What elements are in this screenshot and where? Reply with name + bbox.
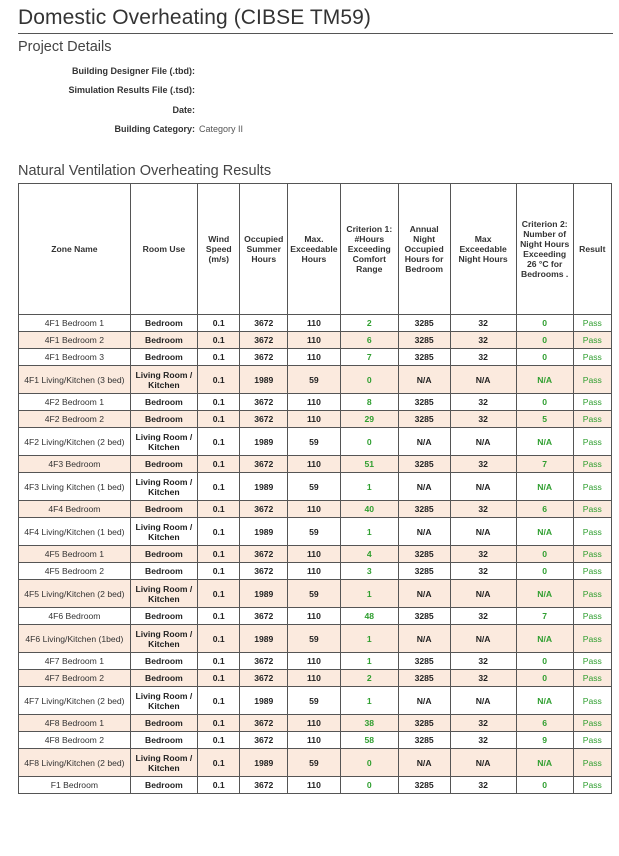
night-hours-cell: 3285 [398,732,450,749]
room-use-cell: Living Room / Kitchen [130,366,197,394]
max-exceedable-cell: 110 [288,411,341,428]
zone-name-cell: 4F6 Bedroom [19,608,131,625]
project-field-value [199,100,243,120]
night-hours-cell: N/A [398,580,450,608]
wind-speed-cell: 0.1 [198,366,240,394]
max-exceedable-cell: 110 [288,546,341,563]
occupied-hours-cell: 3672 [240,715,288,732]
column-header-criterion-1: Criterion 1: #Hours Exceeding Comfort Range [340,184,398,315]
table-row [19,349,612,366]
max-exceedable-cell: 59 [288,428,341,456]
project-field-row [18,81,243,101]
result-cell: Pass [573,411,611,428]
criterion-1-cell: 29 [340,411,398,428]
max-night-cell: 32 [450,546,516,563]
project-details-table [18,61,243,139]
max-exceedable-cell: 110 [288,394,341,411]
project-field-row [18,61,243,81]
criterion-2-cell: 0 [516,653,573,670]
max-exceedable-cell: 59 [288,518,341,546]
column-header-criterion-2: Criterion 2: Number of Night Hours Exceeding 26 °C for Bedrooms . [516,184,573,315]
header-row [19,184,612,315]
column-header-wind-speed: Wind Speed (m/s) [198,184,240,315]
occupied-hours-cell: 3672 [240,732,288,749]
max-exceedable-cell: 59 [288,473,341,501]
room-use-cell: Bedroom [130,715,197,732]
criterion-2-cell: 0 [516,394,573,411]
criterion-2-cell: 0 [516,546,573,563]
wind-speed-cell: 0.1 [198,653,240,670]
wind-speed-cell: 0.1 [198,749,240,777]
occupied-hours-cell: 1989 [240,687,288,715]
criterion-1-cell: 40 [340,501,398,518]
column-header-night-hours: Annual Night Occupied Hours for Bedroom [398,184,450,315]
occupied-hours-cell: 3672 [240,332,288,349]
result-cell: Pass [573,518,611,546]
occupied-hours-cell: 3672 [240,777,288,794]
zone-name-cell: 4F1 Bedroom 1 [19,315,131,332]
criterion-1-cell: 51 [340,456,398,473]
result-cell: Pass [573,670,611,687]
room-use-cell: Bedroom [130,563,197,580]
max-night-cell: 32 [450,501,516,518]
max-exceedable-cell: 110 [288,670,341,687]
night-hours-cell: N/A [398,749,450,777]
night-hours-cell: N/A [398,518,450,546]
max-exceedable-cell: 110 [288,563,341,580]
result-cell: Pass [573,501,611,518]
night-hours-cell: 3285 [398,546,450,563]
night-hours-cell: N/A [398,428,450,456]
criterion-2-cell: 0 [516,315,573,332]
room-use-cell: Bedroom [130,546,197,563]
max-night-cell: N/A [450,428,516,456]
room-use-cell: Living Room / Kitchen [130,473,197,501]
night-hours-cell: N/A [398,687,450,715]
max-night-cell: 32 [450,411,516,428]
max-exceedable-cell: 59 [288,625,341,653]
criterion-2-cell: N/A [516,366,573,394]
criterion-1-cell: 0 [340,749,398,777]
max-exceedable-cell: 110 [288,653,341,670]
zone-name-cell: 4F3 Living Kitchen (1 bed) [19,473,131,501]
room-use-cell: Bedroom [130,315,197,332]
criterion-1-cell: 0 [340,366,398,394]
room-use-cell: Bedroom [130,653,197,670]
result-cell: Pass [573,456,611,473]
night-hours-cell: 3285 [398,608,450,625]
occupied-hours-cell: 3672 [240,394,288,411]
occupied-hours-cell: 3672 [240,411,288,428]
result-cell: Pass [573,732,611,749]
criterion-1-cell: 1 [340,625,398,653]
night-hours-cell: 3285 [398,456,450,473]
wind-speed-cell: 0.1 [198,687,240,715]
max-exceedable-cell: 110 [288,715,341,732]
criterion-1-cell: 1 [340,580,398,608]
max-night-cell: N/A [450,749,516,777]
criterion-1-cell: 48 [340,608,398,625]
max-night-cell: 32 [450,653,516,670]
night-hours-cell: 3285 [398,653,450,670]
night-hours-cell: 3285 [398,563,450,580]
result-cell: Pass [573,563,611,580]
max-night-cell: N/A [450,518,516,546]
table-row [19,608,612,625]
zone-name-cell: 4F5 Bedroom 2 [19,563,131,580]
max-night-cell: 32 [450,332,516,349]
max-night-cell: 32 [450,315,516,332]
criterion-2-cell: 0 [516,777,573,794]
criterion-1-cell: 7 [340,349,398,366]
column-header-result: Result [573,184,611,315]
max-night-cell: N/A [450,366,516,394]
zone-name-cell: 4F2 Living/Kitchen (2 bed) [19,428,131,456]
project-field-label: Simulation Results File (.tsd): [68,85,195,96]
criterion-1-cell: 6 [340,332,398,349]
wind-speed-cell: 0.1 [198,580,240,608]
max-exceedable-cell: 59 [288,366,341,394]
criterion-2-cell: 5 [516,411,573,428]
criterion-2-cell: 0 [516,332,573,349]
table-row [19,332,612,349]
wind-speed-cell: 0.1 [198,473,240,501]
result-cell: Pass [573,608,611,625]
criterion-1-cell: 38 [340,715,398,732]
room-use-cell: Bedroom [130,670,197,687]
zone-name-cell: 4F2 Bedroom 1 [19,394,131,411]
criterion-2-cell: N/A [516,518,573,546]
wind-speed-cell: 0.1 [198,777,240,794]
occupied-hours-cell: 3672 [240,546,288,563]
max-exceedable-cell: 110 [288,501,341,518]
result-cell: Pass [573,687,611,715]
criterion-2-cell: N/A [516,749,573,777]
room-use-cell: Bedroom [130,332,197,349]
result-cell: Pass [573,546,611,563]
wind-speed-cell: 0.1 [198,349,240,366]
occupied-hours-cell: 3672 [240,670,288,687]
max-exceedable-cell: 110 [288,608,341,625]
night-hours-cell: 3285 [398,501,450,518]
column-header-max-exceedable: Max. Exceedable Hours [288,184,341,315]
zone-name-cell: 4F8 Bedroom 2 [19,732,131,749]
occupied-hours-cell: 1989 [240,580,288,608]
criterion-1-cell: 58 [340,732,398,749]
night-hours-cell: N/A [398,625,450,653]
table-row [19,501,612,518]
max-exceedable-cell: 110 [288,332,341,349]
night-hours-cell: 3285 [398,332,450,349]
result-cell: Pass [573,653,611,670]
criterion-2-cell: 6 [516,715,573,732]
project-details-heading: Project Details [18,39,112,55]
night-hours-cell: 3285 [398,777,450,794]
wind-speed-cell: 0.1 [198,608,240,625]
night-hours-cell: 3285 [398,715,450,732]
column-header-max-night: Max Exceedable Night Hours [450,184,516,315]
max-night-cell: N/A [450,580,516,608]
result-cell: Pass [573,332,611,349]
criterion-2-cell: N/A [516,473,573,501]
criterion-1-cell: 0 [340,777,398,794]
zone-name-cell: 4F7 Bedroom 2 [19,670,131,687]
table-row [19,653,612,670]
result-cell: Pass [573,315,611,332]
zone-name-cell: 4F4 Bedroom [19,501,131,518]
criterion-1-cell: 0 [340,428,398,456]
wind-speed-cell: 0.1 [198,625,240,653]
max-night-cell: 32 [450,456,516,473]
table-row [19,777,612,794]
result-cell: Pass [573,749,611,777]
wind-speed-cell: 0.1 [198,394,240,411]
wind-speed-cell: 0.1 [198,518,240,546]
table-row [19,625,612,653]
result-cell: Pass [573,394,611,411]
occupied-hours-cell: 3672 [240,501,288,518]
criterion-1-cell: 2 [340,315,398,332]
zone-name-cell: 4F1 Living/Kitchen (3 bed) [19,366,131,394]
criterion-2-cell: 6 [516,501,573,518]
max-exceedable-cell: 110 [288,315,341,332]
project-field-value [199,61,243,81]
zone-name-cell: 4F4 Living/Kitchen (1 bed) [19,518,131,546]
table-row [19,563,612,580]
max-exceedable-cell: 110 [288,732,341,749]
max-exceedable-cell: 110 [288,456,341,473]
criterion-2-cell: N/A [516,580,573,608]
wind-speed-cell: 0.1 [198,670,240,687]
project-field-label: Building Category: [114,124,195,135]
zone-name-cell: 4F1 Bedroom 2 [19,332,131,349]
max-night-cell: N/A [450,473,516,501]
criterion-2-cell: 7 [516,608,573,625]
occupied-hours-cell: 1989 [240,625,288,653]
zone-name-cell: 4F8 Living/Kitchen (2 bed) [19,749,131,777]
table-row [19,456,612,473]
max-night-cell: 32 [450,715,516,732]
criterion-2-cell: 9 [516,732,573,749]
column-header-zone-name: Zone Name [19,184,131,315]
wind-speed-cell: 0.1 [198,428,240,456]
criterion-1-cell: 1 [340,518,398,546]
criterion-1-cell: 1 [340,687,398,715]
results-heading: Natural Ventilation Overheating Results [18,163,272,179]
column-header-occupied-hours: Occupied Summer Hours [240,184,288,315]
project-field-label: Date: [172,104,195,115]
zone-name-cell: 4F8 Bedroom 1 [19,715,131,732]
room-use-cell: Living Room / Kitchen [130,428,197,456]
zone-name-cell: 4F7 Bedroom 1 [19,653,131,670]
wind-speed-cell: 0.1 [198,732,240,749]
room-use-cell: Bedroom [130,411,197,428]
room-use-cell: Living Room / Kitchen [130,749,197,777]
max-exceedable-cell: 110 [288,777,341,794]
result-cell: Pass [573,366,611,394]
night-hours-cell: 3285 [398,315,450,332]
zone-name-cell: 4F7 Living/Kitchen (2 bed) [19,687,131,715]
room-use-cell: Bedroom [130,608,197,625]
table-row [19,580,612,608]
result-cell: Pass [573,473,611,501]
room-use-cell: Bedroom [130,501,197,518]
occupied-hours-cell: 1989 [240,473,288,501]
max-exceedable-cell: 59 [288,580,341,608]
room-use-cell: Living Room / Kitchen [130,687,197,715]
occupied-hours-cell: 3672 [240,456,288,473]
max-night-cell: 32 [450,777,516,794]
max-night-cell: N/A [450,687,516,715]
project-field-label: Building Designer File (.tbd): [72,65,195,76]
night-hours-cell: N/A [398,366,450,394]
max-exceedable-cell: 110 [288,349,341,366]
table-row [19,546,612,563]
criterion-2-cell: N/A [516,428,573,456]
occupied-hours-cell: 3672 [240,315,288,332]
table-row [19,670,612,687]
table-row [19,315,612,332]
max-night-cell: 32 [450,670,516,687]
max-exceedable-cell: 59 [288,749,341,777]
table-row [19,473,612,501]
results-table [18,183,612,794]
wind-speed-cell: 0.1 [198,501,240,518]
criterion-1-cell: 3 [340,563,398,580]
zone-name-cell: 4F5 Bedroom 1 [19,546,131,563]
criterion-2-cell: 0 [516,349,573,366]
occupied-hours-cell: 3672 [240,653,288,670]
night-hours-cell: 3285 [398,411,450,428]
occupied-hours-cell: 1989 [240,428,288,456]
zone-name-cell: 4F1 Bedroom 3 [19,349,131,366]
night-hours-cell: N/A [398,473,450,501]
occupied-hours-cell: 3672 [240,563,288,580]
criterion-1-cell: 8 [340,394,398,411]
result-cell: Pass [573,625,611,653]
room-use-cell: Bedroom [130,349,197,366]
project-field-row [18,100,243,120]
table-row [19,518,612,546]
max-night-cell: 32 [450,349,516,366]
max-night-cell: 32 [450,732,516,749]
room-use-cell: Living Room / Kitchen [130,580,197,608]
table-row [19,366,612,394]
wind-speed-cell: 0.1 [198,456,240,473]
zone-name-cell: 4F5 Living/Kitchen (2 bed) [19,580,131,608]
result-cell: Pass [573,349,611,366]
occupied-hours-cell: 1989 [240,366,288,394]
table-row [19,394,612,411]
table-row [19,411,612,428]
criterion-1-cell: 1 [340,473,398,501]
zone-name-cell: 4F6 Living/Kitchen (1bed) [19,625,131,653]
occupied-hours-cell: 3672 [240,608,288,625]
criterion-2-cell: 0 [516,563,573,580]
page-title: Domestic Overheating (CIBSE TM59) [18,6,372,29]
room-use-cell: Bedroom [130,456,197,473]
occupied-hours-cell: 1989 [240,749,288,777]
wind-speed-cell: 0.1 [198,546,240,563]
table-row [19,687,612,715]
criterion-2-cell: 0 [516,670,573,687]
room-use-cell: Bedroom [130,732,197,749]
table-row [19,715,612,732]
night-hours-cell: 3285 [398,670,450,687]
result-cell: Pass [573,715,611,732]
column-header-room-use: Room Use [130,184,197,315]
result-cell: Pass [573,580,611,608]
criterion-2-cell: N/A [516,625,573,653]
night-hours-cell: 3285 [398,394,450,411]
room-use-cell: Bedroom [130,777,197,794]
max-night-cell: 32 [450,563,516,580]
night-hours-cell: 3285 [398,349,450,366]
criterion-1-cell: 2 [340,670,398,687]
project-field-row [18,120,243,140]
table-row [19,428,612,456]
room-use-cell: Bedroom [130,394,197,411]
max-exceedable-cell: 59 [288,687,341,715]
criterion-1-cell: 4 [340,546,398,563]
wind-speed-cell: 0.1 [198,563,240,580]
result-cell: Pass [573,777,611,794]
title-divider [18,33,613,34]
project-field-value [199,81,243,101]
room-use-cell: Living Room / Kitchen [130,518,197,546]
occupied-hours-cell: 3672 [240,349,288,366]
wind-speed-cell: 0.1 [198,715,240,732]
max-night-cell: 32 [450,394,516,411]
criterion-2-cell: 7 [516,456,573,473]
wind-speed-cell: 0.1 [198,332,240,349]
max-night-cell: 32 [450,608,516,625]
result-cell: Pass [573,428,611,456]
project-field-value: Category II [199,124,244,135]
zone-name-cell: F1 Bedroom [19,777,131,794]
zone-name-cell: 4F2 Bedroom 2 [19,411,131,428]
table-row [19,732,612,749]
wind-speed-cell: 0.1 [198,315,240,332]
criterion-2-cell: N/A [516,687,573,715]
table-row [19,749,612,777]
criterion-1-cell: 1 [340,653,398,670]
wind-speed-cell: 0.1 [198,411,240,428]
room-use-cell: Living Room / Kitchen [130,625,197,653]
max-night-cell: N/A [450,625,516,653]
occupied-hours-cell: 1989 [240,518,288,546]
zone-name-cell: 4F3 Bedroom [19,456,131,473]
